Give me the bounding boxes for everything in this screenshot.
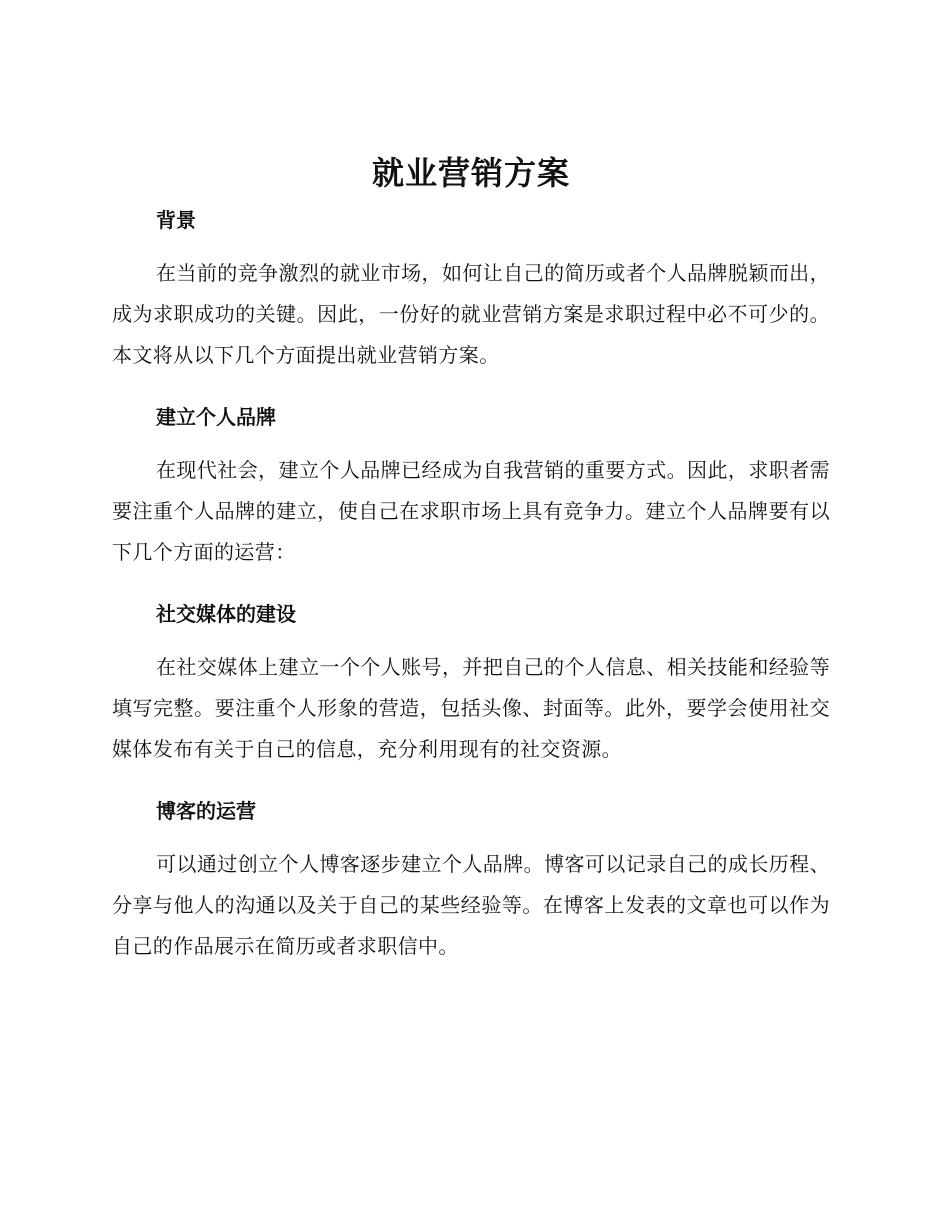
section-heading-background: 背景	[156, 208, 196, 232]
paragraph-background: 在当前的竞争激烈的就业市场，如何让自己的简历或者个人品牌脱颖而出，成为求职成功的关键。因此，一份好的就业营销方案是求职过程中必不可少的。本文将从以下几个方面提出就业营销方案。	[112, 261, 830, 367]
section-heading-personal-brand: 建立个人品牌	[156, 405, 276, 429]
document-body	[112, 150, 830, 967]
section-heading-blog: 博客的运营	[156, 799, 256, 823]
paragraph-social-media: 在社交媒体上建立一个个人账号，并把自己的个人信息、相关技能和经验等填写完整。要注重个人形象的营造，包括头像、封面等。此外，要学会使用社交媒体发布有关于自己的信息，充分利用现有的社交资源。	[112, 655, 830, 761]
section-heading-social-media: 社交媒体的建设	[156, 602, 296, 626]
paragraph-personal-brand: 在现代社会，建立个人品牌已经成为自我营销的重要方式。因此，求职者需要注重个人品牌的建立，使自己在求职市场上具有竞争力。建立个人品牌要有以下几个方面的运营：	[112, 458, 830, 564]
document-title: 就业营销方案	[371, 154, 570, 192]
paragraph-blog: 可以通过创立个人博客逐步建立个人品牌。博客可以记录自己的成长历程、分享与他人的沟通以及关于自己的某些经验等。在博客上发表的文章也可以作为自己的作品展示在简历或者求职信中。	[112, 852, 830, 958]
